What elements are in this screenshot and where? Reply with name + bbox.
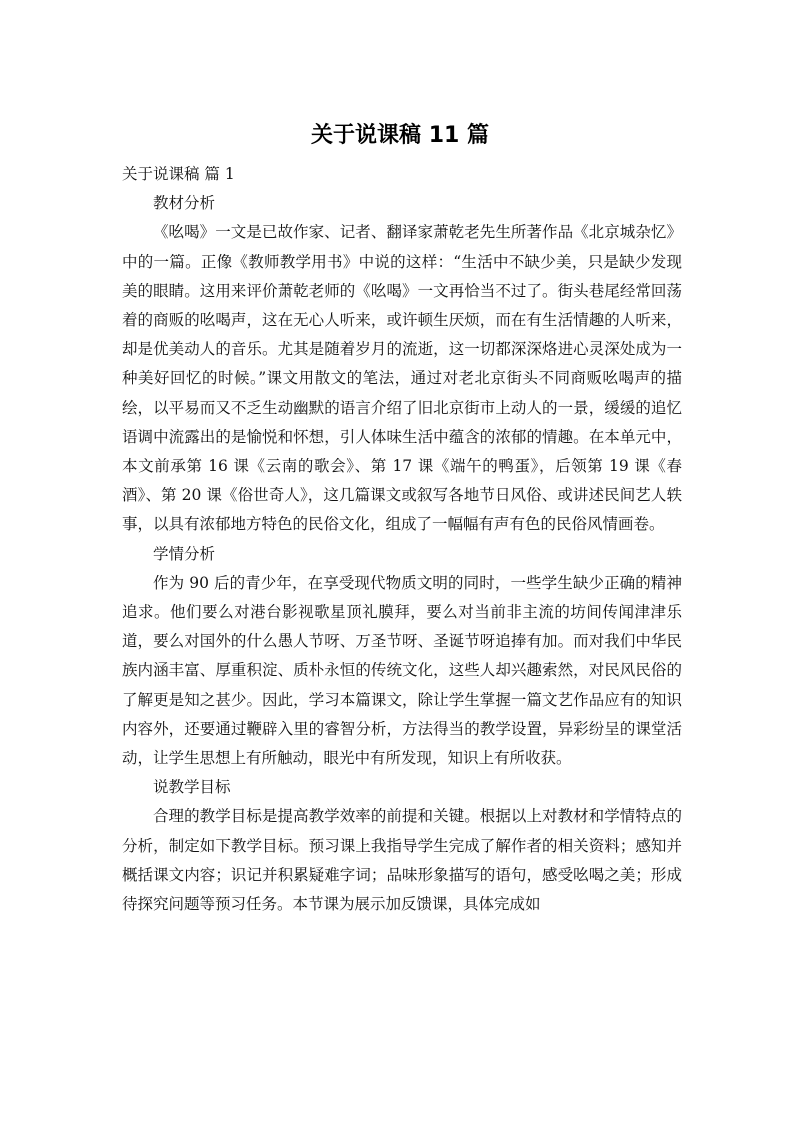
- paragraph-textbook-analysis: 《吆喝》一文是已故作家、记者、翻译家萧乾老先生所著作品《北京城杂忆》中的一篇。正像《教师教学用书》中说的这样：“生活中不缺少美，只是缺少发现美的眼睛。这用来评价萧乾老师的《吆喝》一文再恰当不过了。街头巷尾经常回荡着的商贩的吆喝声，这在无心人听来，或许顿生厌烦，而在有生活情趣的人听来，却是优美动人的音乐。尤其是随着岁月的流逝，这一切都深深烙进心灵深处成为一种美好回忆的时候。”课文用散文的笔法，通过对老北京街头不同商贩吆喝声的描绘，以平易而又不乏生动幽默的语言介绍了旧北京街市上动人的一景，缓缓的追忆语调中流露出的是愉悦和怀想，引人体味生活中蕴含的浓郁的情趣。在本单元中，本文前承第 16 课《云南的歌会》、第 17 课《端午的鸭蛋》，后领第 19 课《春酒》、第 20 课《俗世奇人》，这几篇课文或叙写各地节日风俗、或讲述民间艺人轶事，以具有浓郁地方特色的民俗文化，组成了一幅幅有声有色的民俗风情画卷。: [122, 223, 682, 534]
- paragraph-teaching-goals: 合理的教学目标是提高教学效率的前提和关键。根据以上对教材和学情特点的分析，制定如下教学目标。预习课上我指导学生完成了解作者的相关资料；感知并概括课文内容；识记并积累疑难字词；品味形象描写的语句，感受吆喝之美；形成待探究问题等预习任务。本节课为展示加反馈课，具体完成如: [122, 807, 682, 914]
- section-header: 关于说课稿 篇 1: [122, 165, 235, 183]
- heading-teaching-goals: 说教学目标: [153, 778, 231, 797]
- heading-textbook-analysis: 教材分析: [153, 194, 216, 213]
- paragraph-student-analysis: 作为 90 后的青少年，在享受现代物质文明的同时，一些学生缺少正确的精神追求。他们要么对港台影视歌星顶礼膜拜，要么对当前非主流的坊间传闻津津乐道，要么对国外的什么愚人节呀、万圣节呀、圣诞节呀追捧有加。而对我们中华民族内涵丰富、厚重积淀、质朴永恒的传统文化，这些人却兴趣索然，对民风民俗的了解更是知之甚少。因此，学习本篇课文，除让学生掌握一篇文艺作品应有的知识内容外，还要通过鞭辟入里的睿智分析，方法得当的教学设置，异彩纷呈的课堂活动，让学生思想上有所触动，眼光中有所发现，知识上有所收获。: [122, 573, 682, 768]
- heading-student-analysis: 学情分析: [153, 544, 216, 563]
- document-title: 关于说课稿 11 篇: [311, 123, 489, 148]
- document-body: [122, 160, 682, 919]
